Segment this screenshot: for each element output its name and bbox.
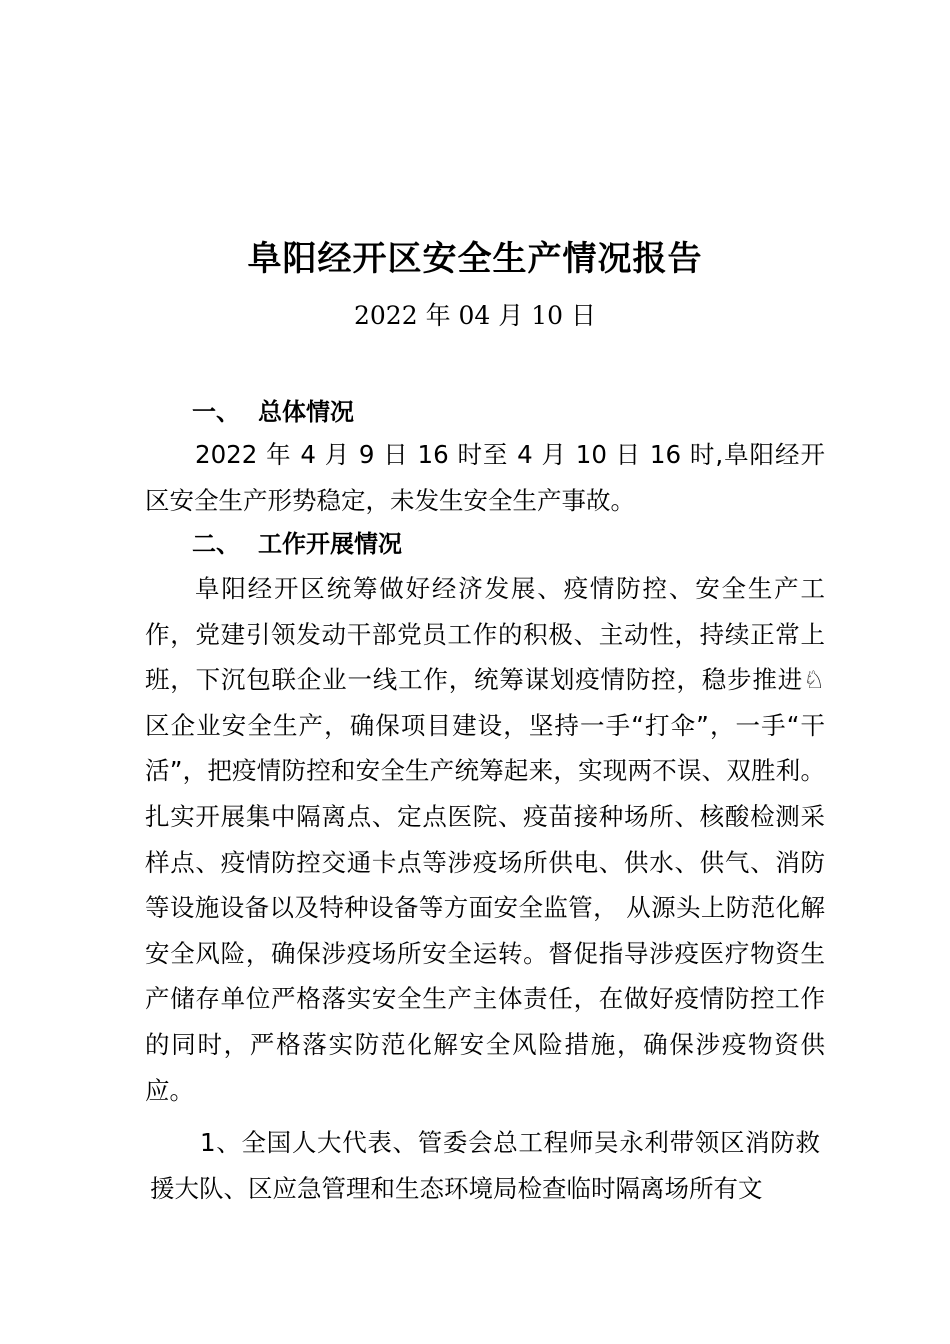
document-title: 阜阳经开区安全生产情况报告	[247, 239, 703, 279]
document-date: 2022 年 04 月 10 日	[354, 301, 596, 330]
section-heading-work	[192, 524, 402, 564]
section-title: 工作开展情况	[258, 530, 402, 558]
section-number: 一、	[192, 398, 240, 426]
section-heading-overview	[192, 392, 354, 432]
numbered-item-1: 1、全国人大代表、管委会总工程师吴永利带领区消防救援大队、区应急管理和生态环境局检查临时隔离场所有文	[150, 1128, 820, 1203]
section-number: 二、	[192, 530, 240, 558]
section-title: 总体情况	[258, 398, 354, 426]
section-paragraph-work: 阜阳经开区统筹做好经济发展、疫情防控、安全生产工作，党建引领发动干部党员工作的积极、主动性，持续正常上班，下沉包联企业一线工作，统筹谋划疫情防控，稳步推进♘区企业安全生产，确保项目建设，坚持一手“打伞”，一手“干活”，把疫情防控和安全生产统筹起来，实现两不误、双胜利。扎实开展集中隔离点、定点医院、疫苗接种场所、核酸检测采样点、疫情防控交通卡点等涉疫场所供电、供水、供气、消防等设施设备以及特种设备等方面安全监管， 从源头上防范化解安全风险，确保涉疫场所安全运转。督促指导涉疫医疗物资生产储存单位严格落实安全生产主体责任，在做好疫情防控工作的同时，严格落实防范化解安全风险措施，确保涉疫物资供应。	[145, 574, 825, 1105]
section-paragraph-overview: 2022 年 4 月 9 日 16 时至 4 月 10 日 16 时,阜阳经开区安全生产形势稳定，未发生安全生产事故。	[145, 440, 825, 515]
